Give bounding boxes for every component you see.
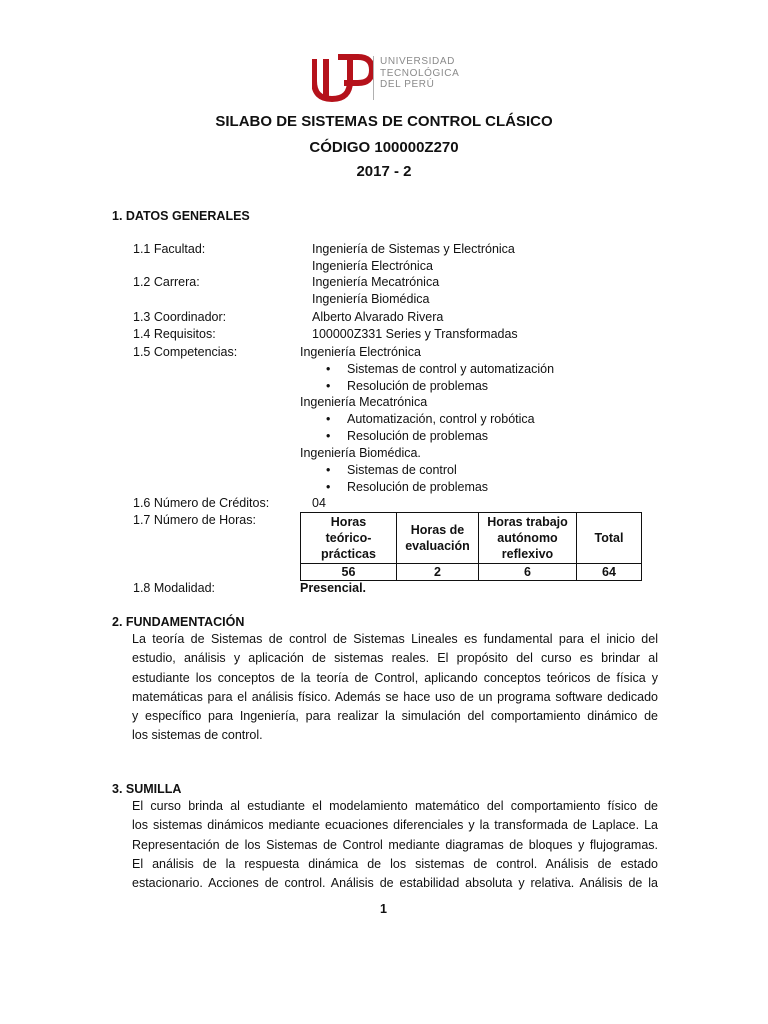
faculty-value: Ingeniería de Sistemas y Electrónica bbox=[312, 242, 515, 256]
logo-divider bbox=[373, 56, 374, 100]
competency-list bbox=[314, 361, 554, 394]
hours-table-header-row bbox=[301, 513, 642, 564]
section-heading-general-data: 1. DATOS GENERALES bbox=[112, 209, 250, 223]
hours-table-values-row bbox=[301, 564, 642, 581]
logo-text-line: UNIVERSIDAD bbox=[380, 56, 455, 67]
competency-item: • Sistemas de control y automatización bbox=[314, 361, 554, 378]
career-value: Ingeniería Mecatrónica bbox=[312, 275, 440, 289]
hours-table-cell: 56 bbox=[301, 564, 397, 581]
hours-table-cell: 6 bbox=[479, 564, 577, 581]
logo-text bbox=[380, 56, 459, 91]
modality-value: Presencial. bbox=[300, 581, 367, 595]
faculty-value-2: Ingeniería Electrónica bbox=[312, 259, 433, 273]
header-line: teórico- bbox=[325, 531, 372, 545]
competency-item: • Resolución de problemas bbox=[314, 378, 554, 395]
hours-table bbox=[300, 512, 642, 581]
competency-group-name: Ingeniería Electrónica bbox=[300, 345, 421, 359]
competency-item: • Sistemas de control bbox=[314, 462, 488, 479]
career-value-2: Ingeniería Biomédica bbox=[312, 292, 430, 306]
paragraph-line: Representación de los Sistemas de Control mediante diagramas de bloques y flujogramas. bbox=[132, 837, 658, 852]
section-heading-summary: 3. SUMILLA bbox=[112, 782, 182, 796]
header-line: reflexivo bbox=[501, 547, 554, 561]
credits-label: 1.6 Número de Créditos: bbox=[133, 496, 270, 510]
page-number: 1 bbox=[380, 902, 387, 916]
header-line: evaluación bbox=[405, 539, 470, 553]
paragraph-line: estudio, análisis y aplicación de sistemas reales. El propósito del curso es brindar al bbox=[132, 651, 658, 666]
header-line: Horas de bbox=[410, 523, 465, 537]
paragraph-line: estudiante los conceptos de la teoría de Control, aplicando conceptos teóricos de física y bbox=[132, 670, 658, 685]
course-code: CÓDIGO 100000Z270 bbox=[309, 139, 459, 156]
coordinator-label: 1.3 Coordinador: bbox=[133, 310, 227, 324]
requirements-label: 1.4 Requisitos: bbox=[133, 327, 216, 341]
faculty-label: 1.1 Facultad: bbox=[133, 242, 206, 256]
competency-list bbox=[314, 462, 488, 495]
rationale-paragraph bbox=[132, 630, 658, 746]
paragraph-line: estacionario. Acciones de control. Análisis de estabilidad absoluta y relativa. Análisis de la bbox=[132, 876, 658, 891]
competency-item: • Automatización, control y robótica bbox=[314, 411, 535, 428]
career-label: 1.2 Carrera: bbox=[133, 275, 200, 289]
paragraph-line: y específico para Ingeniería, para realizar la simulación del comportamiento dinámico de bbox=[132, 709, 658, 724]
header-line: prácticas bbox=[321, 547, 376, 561]
hours-table-cell: 2 bbox=[397, 564, 479, 581]
header-line: autónomo bbox=[497, 531, 558, 545]
paragraph-line: los sistemas de control. bbox=[132, 728, 263, 743]
competencies-label: 1.5 Competencias: bbox=[133, 345, 238, 359]
header-line: Horas trabajo bbox=[487, 515, 568, 529]
modality-label: 1.8 Modalidad: bbox=[133, 581, 216, 595]
header-line: Total bbox=[594, 531, 624, 545]
paragraph-line: matemáticas para el análisis físico. Además se hace uso de un programa software dedicado bbox=[132, 689, 658, 704]
hours-table-header-cell bbox=[479, 513, 577, 564]
paragraph-line: La teoría de Sistemas de control de Sistemas Lineales es fundamental para el inicio del bbox=[132, 632, 658, 646]
summary-paragraph bbox=[132, 797, 658, 893]
paragraph-line: El análisis de la respuesta dinámica de los sistemas de control. Análisis de estado bbox=[132, 856, 658, 871]
hours-table-header-cell bbox=[301, 513, 397, 564]
competency-item: • Resolución de problemas bbox=[314, 479, 488, 496]
paragraph-line: El curso brinda al estudiante el modelamiento matemático del comportamiento físico de bbox=[132, 799, 658, 813]
logo-text-line: DEL PERÚ bbox=[380, 79, 435, 90]
credits-value: 04 bbox=[312, 496, 326, 510]
logo-text-line: TECNOLÓGICA bbox=[380, 67, 460, 79]
paragraph-line: los sistemas dinámicos mediante ecuaciones diferenciales y la transformada de Laplace. La bbox=[132, 818, 658, 833]
competency-group-name: Ingeniería Mecatrónica bbox=[300, 395, 428, 409]
academic-period: 2017 - 2 bbox=[356, 163, 412, 180]
hours-table-header-cell bbox=[397, 513, 479, 564]
utp-logo-mark-icon bbox=[312, 53, 374, 103]
hours-label: 1.7 Número de Horas: bbox=[133, 513, 256, 527]
hours-table-header-cell bbox=[577, 513, 642, 564]
header-line: Horas bbox=[330, 515, 367, 529]
competency-group-name: Ingeniería Biomédica. bbox=[300, 446, 421, 460]
document-title: SILABO DE SISTEMAS DE CONTROL CLÁSICO bbox=[215, 113, 553, 130]
section-heading-rationale: 2. FUNDAMENTACIÓN bbox=[112, 615, 245, 629]
requirements-value: 100000Z331 Series y Transformadas bbox=[312, 327, 518, 341]
hours-table-cell: 64 bbox=[577, 564, 642, 581]
coordinator-value: Alberto Alvarado Rivera bbox=[312, 310, 444, 324]
competency-item: • Resolución de problemas bbox=[314, 428, 535, 445]
competency-list bbox=[314, 411, 535, 444]
